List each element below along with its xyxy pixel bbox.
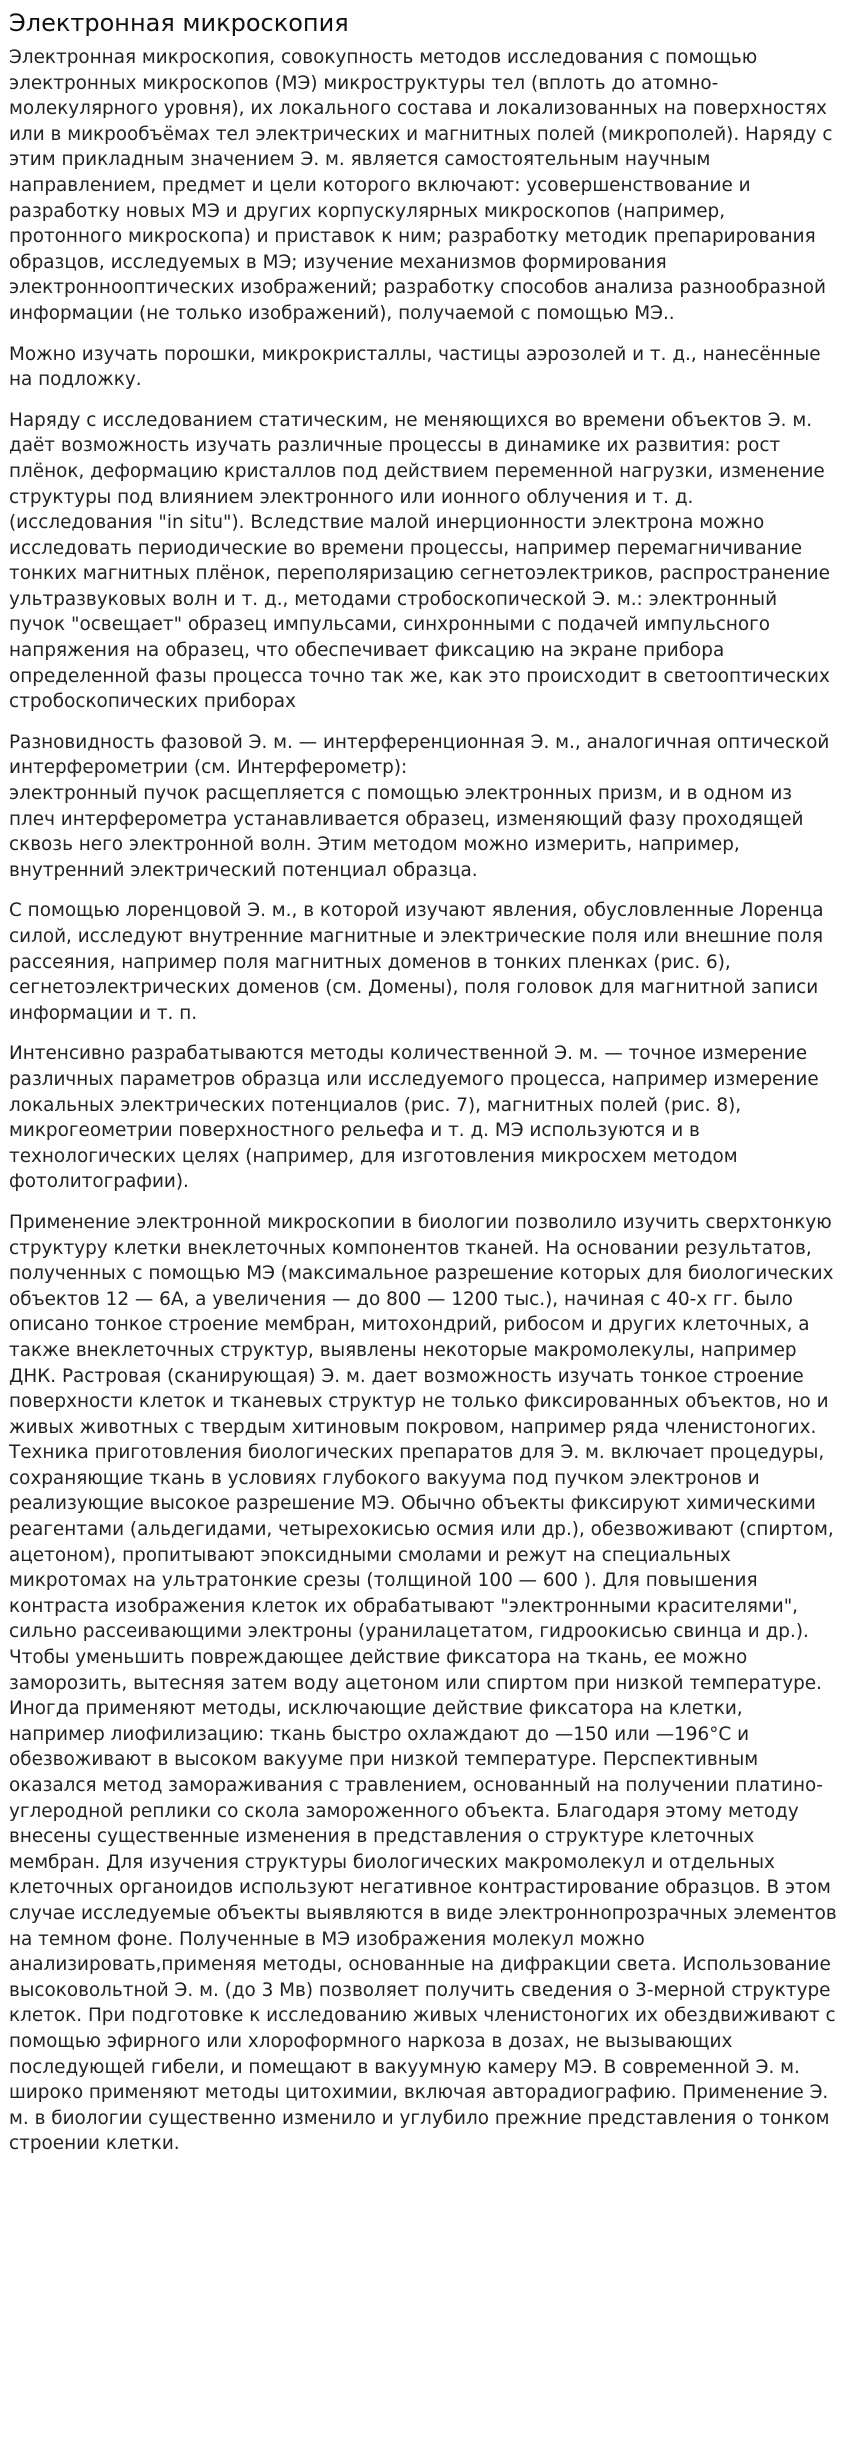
article-paragraph: Применение электронной микроскопии в биологии позволило изучить сверхтонкую структуру клетки внеклеточных компонентов тканей. На основании результатов, полученных с помощью МЭ (максимальное разрешение которых для биологических объектов 12 — 6А, а увеличения — до 800 — 1200 тыс.), начиная с 40-х гг. было описано тонкое строение мембран, митохондрий, рибосом и других клеточных, а также внеклеточных структур, выявлены некоторые макромолекулы, например ДНК. Растровая (сканирующая) Э. м. дает возможность изучать тонкое строение поверхности клеток и тканевых структур не только фиксированных объектов, но и живых животных с твердым хитиновым покровом, например ряда членистоногих. Техника приготовления биологических препаратов для Э. м. включает процедуры, сохраняющие ткань в условиях глубокого вакуума под пучком электронов и реализующие высокое разрешение МЭ. Обычно объекты фиксируют химическими реагентами (альдегидами, четырехокисью осмия или др.), обезвоживают (спиртом, ацетоном), пропитывают эпоксидными смолами и режут на специальных микротомах на ультратонкие срезы (толщиной 100 — 600 ). Для повышения контраста изображения клеток их обрабатывают "электронными красителями", сильно рассеивающими электроны (уранилацетатом, гидроокисью свинца и др.). Чтобы уменьшить повреждающее действие фиксатора на ткань, ее можно заморозить, вытесняя затем воду ацетоном или спиртом при низкой температуре. Иногда применяют методы, исключающие действие фиксатора на клетки, например лиофилизацию: ткань быстро охлаждают до —150 или —196°С и обезвоживают в высоком вакууме при низкой температуре. Перспективным оказался метод замораживания с травлением, основанный на получении платино-углеродной реплики со скола замороженного объекта. Благодаря этому методу внесены существенные изменения в представления о структуре клеточных мембран. Для изучения структуры биологических макромолекул и отдельных клеточных органоидов используют негативное контрастирование образцов. В этом случае исследуемые объекты выявляются в виде электроннопрозрачных элементов на темном фоне. Полученные в МЭ изображения молекул можно анализировать,применяя методы, основанные на дифракции света. Использование высоковольтной Э. м. (до 3 Мв) позволяет получить сведения о 3-мерной структуре клеток. При подготовке к исследованию живых членистоногих их обездвиживают с помощью эфирного или хлороформного наркоза в дозах, не вызывающих последующей гибели, и помещают в вакуумную камеру МЭ. В современной Э. м. широко применяют методы цитохимии, включая авторадиографию. Применение Э. м. в биологии существенно изменило и углубило прежние представления о тонком строении клетки.: [9, 1211, 837, 2155]
article-paragraph: Можно изучать порошки, микрокристаллы, частицы аэрозолей и т. д., нанесённые на подложку.: [9, 343, 821, 391]
article-paragraph: Наряду с исследованием статическим, не меняющихся во времени объектов Э. м. даёт возможность изучать различные процессы в динамике их развития: рост плёнок, деформацию кристаллов под действием переменной нагрузки, изменение структуры под влиянием электронного или ионного облучения и т. д. (исследования "in situ"). Вследствие малой инерционности электрона можно исследовать периодические во времени процессы, например перемагничивание тонких магнитных плёнок, переполяризацию сегнетоэлектриков, распространение ультразвуковых волн и т. д., методами стробоскопической Э. м.: электронный пучок "освещает" образец импульсами, синхронными с подачей импульсного напряжения на образец, что обеспечивает фиксацию на экране прибора определенной фазы процесса точно так же, как это происходит в светооптических стробоскопических приборах: [9, 409, 830, 713]
article-paragraph: Разновидность фазовой Э. м. — интерференционная Э. м., аналогичная оптической интерферометрии (см. Интерферометр): электронный пучок расщепляется с помощью электронных призм, и в одном из плеч интерферометра устанавливается образец, изменяющий фазу проходящей сквозь него электронной волн. Этим методом можно измерить, например, внутренний электрический потенциал образца.: [9, 731, 830, 881]
article-paragraph: С помощью лоренцовой Э. м., в которой изучают явления, обусловленные Лоренца силой, исследуют внутренние магнитные и электрические поля или внешние поля рассеяния, например поля магнитных доменов в тонких пленках (рис. 6), сегнетоэлектрических доменов (см. Домены), поля головок для магнитной записи информации и т. п.: [9, 900, 824, 1024]
page-title: Электронная микроскопия: [9, 9, 349, 37]
article-paragraph: Интенсивно разрабатываются методы количественной Э. м. — точное измерение различных параметров образца или исследуемого процесса, например измерение локальных электрических потенциалов (рис. 7), магнитных полей (рис. 8), микрогеометрии поверхностного рельефа и т. д. МЭ используются и в технологических целях (например, для изготовления микросхем методом фотолитографии).: [9, 1043, 819, 1193]
article-paragraph: Электронная микроскопия, совокупность методов исследования с помощью электронных микроскопов (МЭ) микроструктуры тел (вплоть до атомно-молекулярного уровня), их локального состава и локализованных на поверхностях или в микрообъёмах тел электрических и магнитных полей (микрополей). Наряду с этим прикладным значением Э. м. является самостоятельным научным направлением, предмет и цели которого включают: усовершенствование и разработку новых МЭ и других корпускулярных микроскопов (например, протонного микроскопа) и приставок к ним; разработку методик препарирования образцов, исследуемых в МЭ; изучение механизмов формирования электроннооптических изображений; разработку способов анализа разнообразной информации (не только изображений), получаемой с помощью МЭ..: [9, 47, 833, 324]
